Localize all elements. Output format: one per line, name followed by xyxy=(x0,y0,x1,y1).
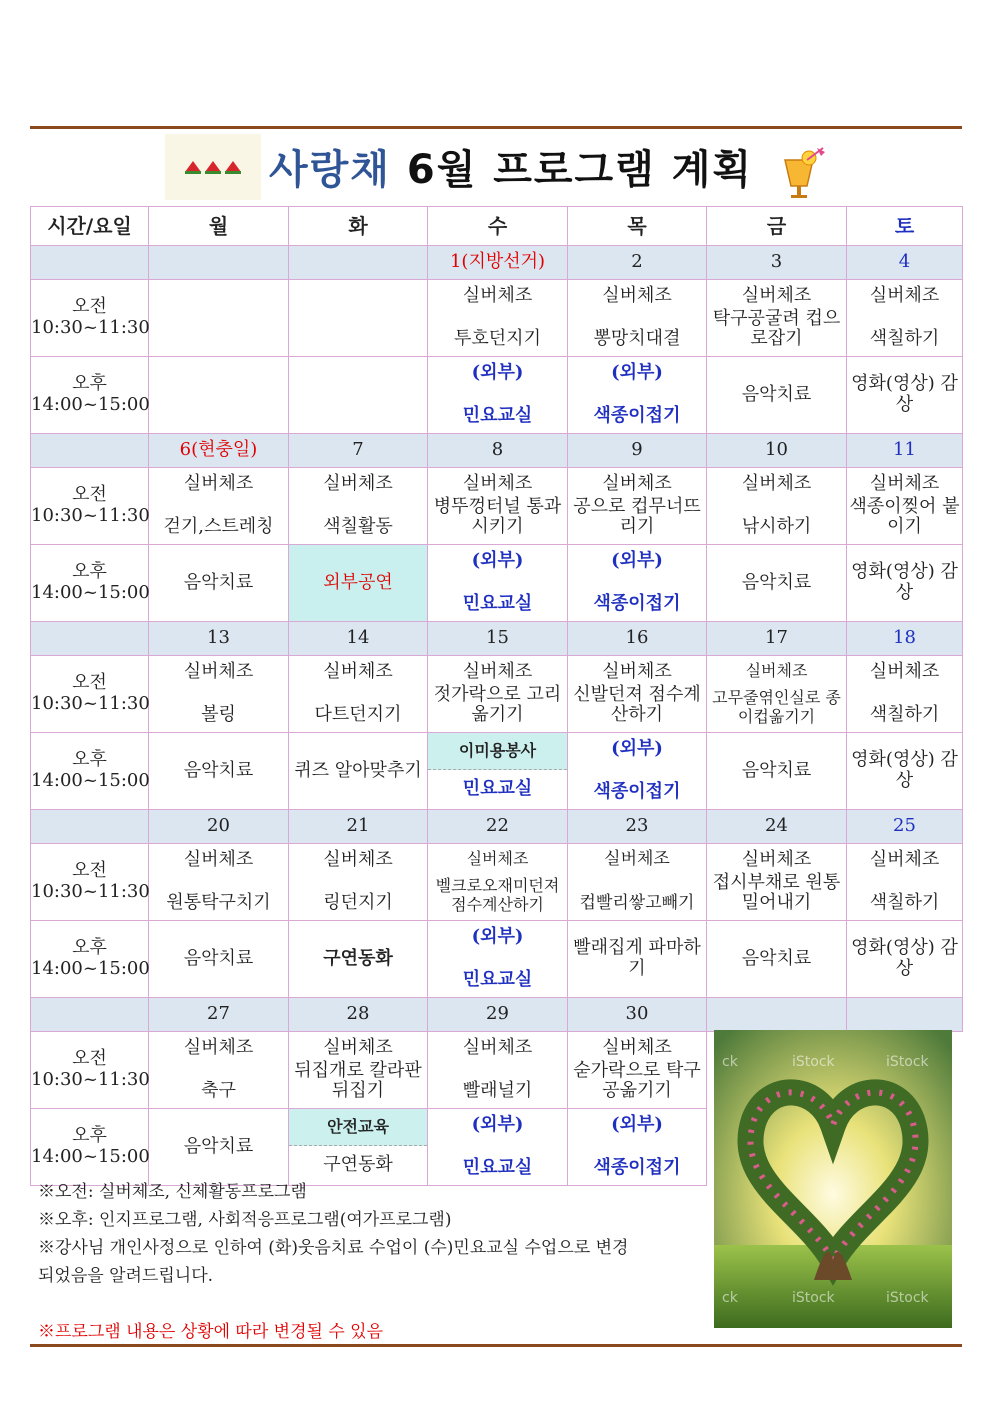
header-time: 시간/요일 xyxy=(31,207,149,246)
am-row xyxy=(31,844,963,921)
program-cell: (외부) 색종이접기 xyxy=(568,1109,707,1186)
program-cell xyxy=(289,280,428,357)
program-cell: 실버체조 색종이찢어 붙이기 xyxy=(847,468,963,545)
program-cell: 구연동화 xyxy=(289,921,428,998)
date-cell: 10 xyxy=(707,434,847,468)
program-cell xyxy=(149,280,289,357)
program-cell: 영화(영상) 감상 xyxy=(847,357,963,434)
svg-text:iStock: iStock xyxy=(792,1054,835,1070)
program-cell: 실버체조 숟가락으로 탁구공옮기기 xyxy=(568,1032,707,1109)
am-row xyxy=(31,280,963,357)
program-cell: 실버체조 접시부채로 원통밀어내기 xyxy=(707,844,847,921)
program-cell: 실버체조 젓가락으로 고리옮기기 xyxy=(428,656,568,733)
program-cell: 실버체조 뽕망치대결 xyxy=(568,280,707,357)
date-cell xyxy=(289,246,428,280)
program-cell: 실버체조 빨래널기 xyxy=(428,1032,568,1109)
header-row xyxy=(31,207,963,246)
date-cell: 30 xyxy=(568,998,707,1032)
svg-text:iStock: iStock xyxy=(886,1054,929,1070)
date-cell: 20 xyxy=(149,810,289,844)
title-banner xyxy=(165,134,825,204)
pm-row xyxy=(31,921,963,998)
program-cell: 실버체조 걷기,스트레칭 xyxy=(149,468,289,545)
program-cell: 빨래집게 파마하기 xyxy=(568,921,707,998)
date-cell: 29 xyxy=(428,998,568,1032)
program-cell: 음악치료 xyxy=(707,733,847,810)
program-cell: 실버체조 투호던지기 xyxy=(428,280,568,357)
notes xyxy=(38,1178,698,1346)
note-warning: ※프로그램 내용은 상황에 따라 변경될 수 있음 xyxy=(38,1322,384,1342)
date-cell: 18 xyxy=(847,622,963,656)
date-row xyxy=(31,810,963,844)
pm-time-label: 오후 14:00~15:00 xyxy=(31,733,149,810)
program-cell: (외부) 색종이접기 xyxy=(568,733,707,810)
date-cell: 13 xyxy=(149,622,289,656)
program-cell: 실버체조 공으로 컵무너뜨리기 xyxy=(568,468,707,545)
program-cell: 실버체조 신발던져 점수계산하기 xyxy=(568,656,707,733)
pm-time-label: 오후 14:00~15:00 xyxy=(31,921,149,998)
program-cell: 음악치료 xyxy=(707,357,847,434)
date-cell: 16 xyxy=(568,622,707,656)
program-cell: 이미용봉사 민요교실 xyxy=(428,733,568,810)
program-cell: 실버체조 볼링 xyxy=(149,656,289,733)
date-cell xyxy=(149,246,289,280)
program-cell: 실버체조 링던지기 xyxy=(289,844,428,921)
program-cell: 퀴즈 알아맞추기 xyxy=(289,733,428,810)
svg-text:iStock: iStock xyxy=(886,1290,929,1306)
date-cell: 27 xyxy=(149,998,289,1032)
am-time-label: 오전 10:30~11:30 xyxy=(31,656,149,733)
program-cell: 영화(영상) 감상 xyxy=(847,921,963,998)
svg-text:iStock: iStock xyxy=(792,1290,835,1306)
date-cell: 4 xyxy=(847,246,963,280)
page-title: 사랑채 6월 프로그램 계획 xyxy=(269,147,754,193)
program-cell: 외부공연 xyxy=(289,545,428,622)
header-thu: 목 xyxy=(568,207,707,246)
program-cell: 실버체조 색칠하기 xyxy=(847,280,963,357)
watermelon-icon xyxy=(165,134,261,200)
program-cell: 실버체조 병뚜껑터널 통과시키기 xyxy=(428,468,568,545)
date-row xyxy=(31,622,963,656)
date-cell: 23 xyxy=(568,810,707,844)
top-rule xyxy=(30,126,962,129)
am-row xyxy=(31,468,963,545)
pm-time-label: 오후 14:00~15:00 xyxy=(31,545,149,622)
am-time-label: 오전 10:30~11:30 xyxy=(31,1032,149,1109)
svg-text:ck: ck xyxy=(722,1054,738,1070)
date-row xyxy=(31,246,963,280)
program-cell: 실버체조 색칠활동 xyxy=(289,468,428,545)
date-cell: 22 xyxy=(428,810,568,844)
program-cell: (외부) 민요교실 xyxy=(428,545,568,622)
program-cell: 음악치료 xyxy=(149,733,289,810)
program-cell: 영화(영상) 감상 xyxy=(847,545,963,622)
program-cell: 실버체조 낚시하기 xyxy=(707,468,847,545)
program-cell: 영화(영상) 감상 xyxy=(847,733,963,810)
program-cell: 안전교육 구연동화 xyxy=(289,1109,428,1186)
program-cell: 음악치료 xyxy=(149,921,289,998)
date-cell: 1(지방선거) xyxy=(428,246,568,280)
program-cell: 실버체조 축구 xyxy=(149,1032,289,1109)
program-cell: 음악치료 xyxy=(149,1109,289,1186)
pm-row xyxy=(31,733,963,810)
program-cell: 음악치료 xyxy=(149,545,289,622)
date-cell: 17 xyxy=(707,622,847,656)
date-cell: 21 xyxy=(289,810,428,844)
program-cell: 실버체조 컵빨리쌓고빼기 xyxy=(568,844,707,921)
program-cell: (외부) 색종이접기 xyxy=(568,357,707,434)
pm-time-label: 오후 14:00~15:00 xyxy=(31,357,149,434)
program-cell: 음악치료 xyxy=(707,545,847,622)
am-time-label: 오전 10:30~11:30 xyxy=(31,280,149,357)
program-cell: (외부) 민요교실 xyxy=(428,921,568,998)
heart-tree-image xyxy=(714,1030,952,1328)
program-cell: (외부) 색종이접기 xyxy=(568,545,707,622)
header-fri: 금 xyxy=(707,207,847,246)
pm-row xyxy=(31,545,963,622)
header-wed: 수 xyxy=(428,207,568,246)
date-cell: 7 xyxy=(289,434,428,468)
program-cell: 실버체조 뒤집개로 칼라판뒤집기 xyxy=(289,1032,428,1109)
program-cell: 음악치료 xyxy=(707,921,847,998)
date-cell: 8 xyxy=(428,434,568,468)
date-cell: 6(현충일) xyxy=(149,434,289,468)
program-cell: 실버체조 다트던지기 xyxy=(289,656,428,733)
date-cell: 3 xyxy=(707,246,847,280)
program-cell: 실버체조 벨크로오재미던져 점수계산하기 xyxy=(428,844,568,921)
program-cell: 실버체조 색칠하기 xyxy=(847,844,963,921)
program-cell xyxy=(149,357,289,434)
date-row xyxy=(31,434,963,468)
am-time-label: 오전 10:30~11:30 xyxy=(31,844,149,921)
note-change-cont: 되었음을 알려드립니다. xyxy=(38,1266,214,1286)
date-cell: 14 xyxy=(289,622,428,656)
program-cell: (외부) 민요교실 xyxy=(428,1109,568,1186)
date-cell: 28 xyxy=(289,998,428,1032)
header-tue: 화 xyxy=(289,207,428,246)
program-cell: 실버체조 탁구공굴려 컵으로잡기 xyxy=(707,280,847,357)
program-cell xyxy=(289,357,428,434)
header-mon: 월 xyxy=(149,207,289,246)
date-cell xyxy=(847,998,963,1032)
date-cell: 25 xyxy=(847,810,963,844)
date-cell: 11 xyxy=(847,434,963,468)
program-cell: 실버체조 원통탁구치기 xyxy=(149,844,289,921)
date-cell: 15 xyxy=(428,622,568,656)
date-cell: 2 xyxy=(568,246,707,280)
date-row xyxy=(31,998,963,1032)
bottom-rule xyxy=(30,1344,962,1347)
note-am: ※오전: 실버체조, 신체활동프로그램 xyxy=(38,1182,307,1202)
note-change: ※강사님 개인사정으로 인하여 (화)웃음치료 수업이 (수)민요교실 수업으로 변경 xyxy=(38,1238,629,1258)
date-cell: 24 xyxy=(707,810,847,844)
svg-text:ck: ck xyxy=(722,1290,738,1306)
header-sat: 토 xyxy=(847,207,963,246)
am-time-label: 오전 10:30~11:30 xyxy=(31,468,149,545)
cocktail-icon xyxy=(777,146,827,200)
date-cell xyxy=(707,998,847,1032)
pm-row xyxy=(31,357,963,434)
program-cell: (외부) 민요교실 xyxy=(428,357,568,434)
program-cell: 실버체조 고무줄엮인실로 종이컵옮기기 xyxy=(707,656,847,733)
am-row xyxy=(31,656,963,733)
program-cell: 실버체조 색칠하기 xyxy=(847,656,963,733)
date-cell: 9 xyxy=(568,434,707,468)
note-pm: ※오후: 인지프로그램, 사회적응프로그램(여가프로그램) xyxy=(38,1210,452,1230)
pm-time-label: 오후 14:00~15:00 xyxy=(31,1109,149,1186)
